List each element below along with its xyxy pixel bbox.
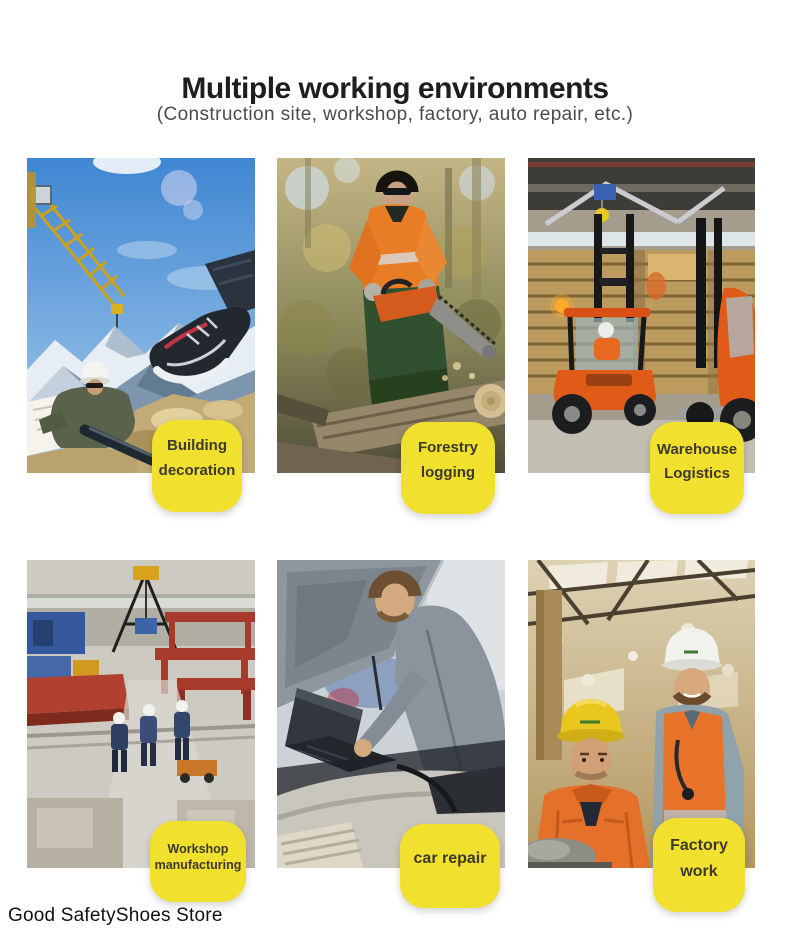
page-subtitle: (Construction site, workshop, factory, auto repair, etc.) — [156, 104, 634, 125]
photo-car-repair — [277, 560, 505, 868]
badge-label-line2: logging — [420, 464, 476, 481]
page-title: Multiple working environments — [181, 72, 609, 106]
store-name: Good SafetyShoes Store — [8, 905, 223, 926]
badge-workshop-manufacturing — [150, 821, 246, 902]
badge-building-decoration — [152, 420, 242, 512]
badge-label-line1: Building — [167, 437, 227, 454]
badge-label-line2: Logistics — [664, 465, 730, 482]
badge-label-line2: manufacturing — [154, 857, 242, 872]
badge-warehouse-logistics — [650, 422, 744, 514]
badge-label-line1: Warehouse — [656, 441, 738, 458]
badge-label-line1: car repair — [413, 850, 487, 867]
badge-label-line1: Forestry — [417, 439, 479, 456]
badge-label-line1: Workshop — [167, 841, 229, 856]
badge-label-line2: work — [680, 863, 718, 880]
badge-label-line2: decoration — [158, 462, 236, 479]
car-repair-photo-art — [277, 560, 505, 868]
badge-forestry-logging — [401, 422, 495, 514]
badge-label-line1: Factory — [670, 837, 728, 854]
badge-car-repair — [400, 824, 500, 908]
badge-factory-work — [653, 818, 745, 912]
